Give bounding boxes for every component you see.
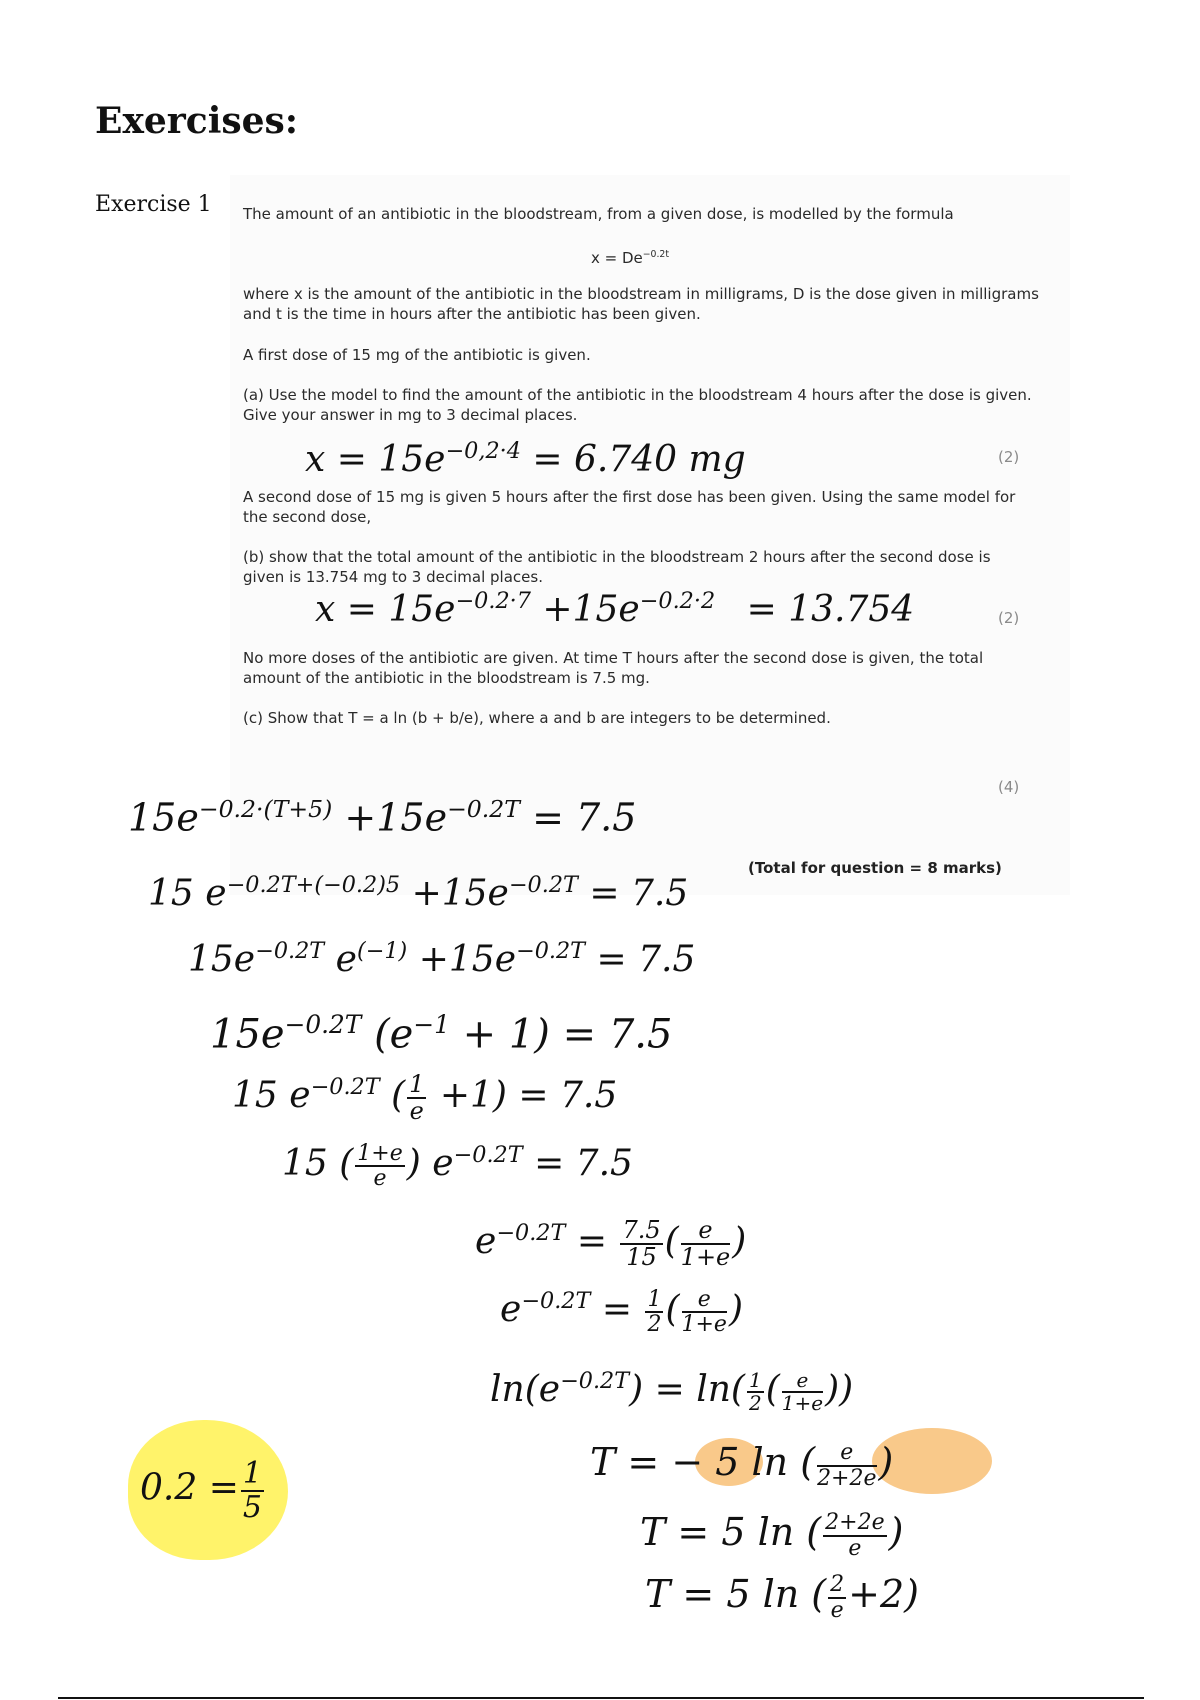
hand-l11-a: T = 5 ln ( <box>640 1510 822 1554</box>
hand-l8-base: e <box>500 1289 522 1331</box>
hand-l10-frac <box>817 1441 876 1489</box>
hand-l2-rest: = 7.5 <box>589 873 689 914</box>
hand-l1-rest: = 7.5 <box>532 795 637 840</box>
hand-line-1 <box>128 795 636 840</box>
hand-l10-b: ) <box>878 1440 894 1484</box>
question-panel <box>230 175 1070 895</box>
hand-l1-base: 15e <box>128 795 199 840</box>
hand-l4-exp: −0.2T <box>284 1010 362 1039</box>
hand-b-exp1: −0.2·7 <box>455 588 531 614</box>
hand-l5-den: e <box>409 1097 424 1126</box>
part-c-paren: (b + b/e) <box>411 709 480 727</box>
bottom-rule <box>58 1697 1144 1699</box>
hand-l12-den: e <box>830 1597 844 1623</box>
first-dose-text: A first dose of 15 mg of the antibiotic is given. <box>243 346 591 364</box>
side-note-a: 0.2 = <box>140 1467 239 1509</box>
part-c-text <box>243 708 1043 728</box>
marks-a: (2) <box>998 448 1020 466</box>
hand-l5-exp: −0.2T <box>310 1074 380 1101</box>
page-title: Exercises: <box>95 100 299 142</box>
hand-l8-num: 1 <box>647 1287 662 1312</box>
part-c-post: , where a and b are integers to be determined. <box>479 709 831 727</box>
marks-b: (2) <box>998 609 1020 627</box>
hand-l3-exp3: −0.2T <box>516 938 586 964</box>
intro-text: The amount of an antibiotic in the bloodstream, from a given dose, is modelled by the formula <box>243 205 954 223</box>
side-note-num: 1 <box>242 1456 262 1491</box>
hand-l9-den: 2 <box>748 1391 762 1415</box>
hand-l1-exp2: −0.2T <box>447 795 520 823</box>
hand-line-9: $\ln(e^{-0.2T}) = \ln$( $\frac{1}{2}$ ( $\frac{e}{1+e}$ )) <box>490 1368 854 1415</box>
hand-l10-a: T = − 5 ln ( <box>590 1440 816 1484</box>
hand-l9-b: ) = ln( <box>629 1369 745 1410</box>
hand-l9-num2: e <box>782 1370 823 1393</box>
where-text: where x is the amount of the antibiotic in the bloodstream in milligrams, D is the dose given in milligrams and t is the time in hours after the antibiotic has been given. <box>243 285 1039 323</box>
side-note-den: 5 <box>242 1489 262 1525</box>
hand-l2-exp2: −0.2T <box>508 872 578 898</box>
hand-b-mid: +15e <box>542 589 640 630</box>
formula-base: x = De <box>591 249 643 267</box>
hand-a-base: x = 15e <box>305 439 446 480</box>
hand-l7-base: e <box>475 1221 497 1263</box>
hand-l8-den2: 1+e <box>681 1312 727 1338</box>
hand-l4-exp2: −1 <box>413 1010 450 1039</box>
hand-line-10 <box>590 1440 893 1490</box>
hand-l7-num2: e <box>681 1218 731 1245</box>
hand-l8-num2: e <box>682 1288 727 1313</box>
hand-l3-exp2: (−1) <box>356 938 408 964</box>
hand-l4-base: 15e <box>210 1011 285 1058</box>
hand-b-base1: x = 15e <box>315 589 456 630</box>
hand-l11-b: ) <box>888 1510 904 1554</box>
hand-l3-base: 15e <box>188 939 256 980</box>
hand-line-11 <box>640 1510 903 1560</box>
part-c-pre: (c) Show that T = a ln <box>243 709 408 727</box>
hand-l9-frac2 <box>782 1370 823 1414</box>
hand-l12-b: +2) <box>848 1572 919 1616</box>
hand-l12-frac <box>828 1573 846 1621</box>
hand-l11-frac <box>823 1511 886 1559</box>
formula <box>560 245 700 268</box>
hand-b-rest: = 13.754 <box>746 589 915 630</box>
hand-line-8: $e^{-0.2T}$ = $\frac{1}{2}$ ( $\frac{e}{1+e}$ ) <box>500 1287 743 1338</box>
hand-l4-rest: (e <box>374 1011 414 1058</box>
second-dose-text: A second dose of 15 mg is given 5 hours after the first dose has been given. Using the same model for the second dose, <box>243 488 1016 526</box>
marks-c: (4) <box>998 778 1020 796</box>
hand-l8-exp: −0.2T <box>521 1288 591 1315</box>
hand-l8-frac1 <box>645 1288 663 1336</box>
hand-l7-den2: 1+e <box>680 1243 731 1272</box>
hand-l6-exp: −0.2T <box>453 1142 523 1169</box>
hand-l11-num: 2+2e <box>825 1510 885 1536</box>
hand-line-3 <box>188 938 695 980</box>
formula-exp: −0.2t <box>642 249 669 260</box>
hand-l10-num: e <box>817 1441 876 1466</box>
hand-answer-b <box>315 588 914 630</box>
hand-l9-exp: −0.2T <box>560 1368 630 1394</box>
hand-answer-a <box>305 438 746 480</box>
hand-l1-exp: −0.2·(T+5) <box>198 795 333 823</box>
hand-line-12 <box>645 1572 919 1622</box>
hand-l12-num: 2 <box>830 1572 845 1598</box>
hand-a-rest: = 6.740 mg <box>532 439 746 480</box>
hand-l12-a: T = 5 ln ( <box>645 1572 827 1616</box>
hand-l4-rest2: + 1) = 7.5 <box>462 1011 673 1058</box>
hand-l5-frac <box>407 1072 426 1124</box>
hand-l7-frac2 <box>681 1218 731 1270</box>
hand-l2-mid: +15e <box>411 873 509 914</box>
side-note <box>140 1458 266 1523</box>
hand-l10-den: 2+2e <box>817 1465 877 1491</box>
hand-l5-open: ( <box>391 1075 406 1117</box>
hand-l6-num: 1+e <box>357 1141 403 1166</box>
hand-l9-frac1 <box>747 1370 764 1414</box>
hand-l5-rest: +1) = 7.5 <box>439 1075 618 1117</box>
hand-line-6 <box>282 1142 633 1190</box>
hand-l8-eq: = <box>601 1289 632 1331</box>
hand-l8-frac2 <box>682 1288 727 1336</box>
hand-line-4 <box>210 1010 672 1057</box>
hand-l3-rest: = 7.5 <box>596 939 696 980</box>
hand-l7-frac1 <box>620 1218 662 1270</box>
hand-l6-den: e <box>373 1166 387 1192</box>
hand-l9-den2: 1+e <box>781 1391 824 1415</box>
hand-l3-mid: e <box>335 939 357 980</box>
part-a-text: (a) Use the model to find the amount of the antibiotic in the bloodstream 4 hours after the dose is given. Give your answer in mg to 3 decimal places. <box>243 386 1032 424</box>
hand-l9-c: )) <box>825 1369 854 1410</box>
hand-l6-open: 15 ( <box>282 1143 354 1185</box>
hand-l7-eq: = <box>576 1221 607 1263</box>
hand-a-exp: −0,2·4 <box>445 438 521 464</box>
hand-l3-exp: −0.2T <box>255 938 325 964</box>
hand-l7-exp: −0.2T <box>496 1220 566 1247</box>
side-note-frac <box>241 1458 264 1523</box>
hand-line-7: $e^{-0.2T}$ = $\frac{7.5}{15}$ ( $\frac{e}{1+e}$ ) <box>475 1216 747 1272</box>
hand-line-5 <box>232 1072 617 1124</box>
no-more-text: No more doses of the antibiotic are given. At time T hours after the second dose is given, the total amount of the antibiotic in the bloodstream is 7.5 mg. <box>243 649 984 687</box>
hand-l7-den: 15 <box>626 1243 657 1272</box>
hand-l5-base: 15 e <box>232 1075 311 1117</box>
hand-l9-num: 1 <box>748 1368 762 1392</box>
hand-l6-frac <box>355 1142 404 1190</box>
hand-l2-base: 15 e <box>148 873 227 914</box>
hand-l3-mid2: +15e <box>418 939 516 980</box>
hand-l5-num: 1 <box>409 1070 425 1098</box>
part-b-text: (b) show that the total amount of the antibiotic in the bloodstream 2 hours after the second dose is given is 13.754 mg to 3 decimal places. <box>243 548 991 586</box>
hand-l2-exp: −0.2T+(−0.2)5 <box>226 872 401 898</box>
exercise-label: Exercise 1 <box>95 192 212 217</box>
hand-l9-a: ln(e <box>490 1369 561 1410</box>
total-marks: (Total for question = 8 marks) <box>748 859 1002 877</box>
hand-l6-mid: ) e <box>406 1143 454 1185</box>
hand-l6-rest: = 7.5 <box>534 1143 633 1185</box>
hand-l8-den: 2 <box>647 1312 662 1338</box>
hand-l1-mid: +15e <box>344 795 448 840</box>
hand-l11-den: e <box>848 1535 862 1561</box>
hand-b-exp2: −0.2·2 <box>639 588 716 614</box>
hand-line-2 <box>148 872 688 914</box>
hand-l7-num: 7.5 <box>622 1216 661 1244</box>
